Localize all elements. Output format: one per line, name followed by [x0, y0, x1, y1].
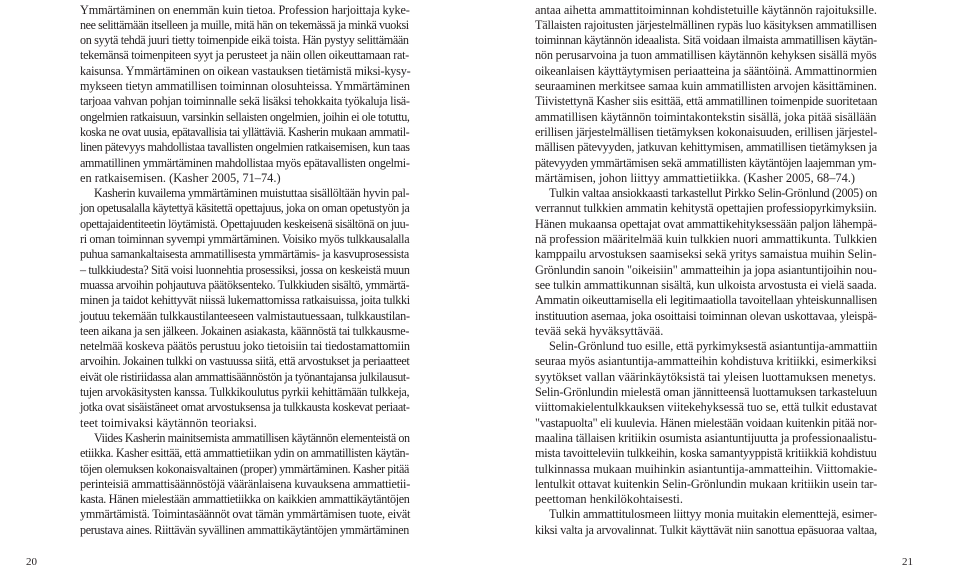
text-line: syytökset vallan väärinkäytöksistä tai yleisen luottamuksen menetys. [535, 369, 877, 384]
text-line: on syytä tehdä juuri tietty toimenpide eikä toista. Hän pystyy selittämään [80, 33, 409, 48]
text-line: antaa aihetta ammattitoiminnan kohdistetuille käytännön rajoituksille. [535, 2, 877, 17]
text-line: Tiivistettynä Kasher siis esittää, että ammatillinen toimenpide suoritetaan [535, 94, 878, 109]
text-line: minen ja taidot kehittyvät niissä lukemattomissa ratkaisuissa, joita tulkki [80, 293, 410, 308]
text-line: jotka ovat sisäistäneet omat arvostuksensa ja tulkkausta koskevat periaat- [80, 400, 410, 415]
text-line: linen pätevyys mahdollistaa tavallisten ongelmien ratkaisemisen, kun taas [80, 140, 410, 155]
text-line: Hänen mukaansa opettajat ovat ammattikehityksessään paljon lähempä- [535, 216, 877, 231]
text-line: see tulkin ammattikunnan sisältä, kun ulkoista arvostusta ei vielä saada. [535, 277, 877, 292]
text-line: tevää sekä hyväksyttävää. [535, 323, 664, 338]
text-line: teen aikana ja sen jälkeen. Jokainen asiakasta, käännöstä tai tulkkausme- [80, 323, 410, 338]
text-line: maalina tällaisen kritiikin osumista asiantuntijuutta ja professionaalistu- [535, 430, 877, 445]
text-line: viittomakielentulkkauksen viitekehyksessä tuo se, että tulkit edustavat [535, 400, 878, 415]
text-line: – tulkkiudesta? Sitä voisi luonnehtia prosessiksi, jossa on keskeistä muun [80, 262, 410, 277]
text-line: tujen arvokäsitysten kanssa. Tulkkikoulutus pyrkii kehittämään tulkkeja, [80, 385, 410, 399]
text-line: netelmää koskeva päätös perustuu joko tietoisiin tai tiedostamattomiin [80, 339, 410, 354]
text-line: jon opetusalalla käytettyä käsitettä opettajuus, joka on oman opetustyön ja [80, 201, 410, 216]
right-page-number: 21 [902, 556, 913, 568]
text-line: instituution asemaa, joka osoittaisi toiminnan olevan uskottavaa, yleispä- [535, 308, 877, 323]
text-line: ongelmien ratkaisuun, varsinkin sellaisten ongelmien, joihin ei ole totuttu, [80, 109, 410, 124]
text-line: opettajaidentiteetin löytämistä. Opettajuuden keskeisenä sisältönä on juu- [80, 216, 409, 231]
text-line: verrannut tulkkien ammatin kehitystä opettajien professiopyrkimyksiin. [535, 201, 877, 216]
text-line: Kasherin kuvailema ymmärtäminen muistuttaa sisällöltään hyvin pal- [94, 186, 410, 201]
text-line: mällisen pätevyyden, jatkuvan kehittymisen, ammatillisen tietämyksen ja [535, 140, 877, 155]
text-line: tarjoaa vahvan pohjan toiminnalle sekä lisäksi tehokkaita työkaluja lisä- [80, 94, 410, 109]
text-line: nä profession määritelmää kuin tulkkien nuori ammattikunta. Tulkkien [535, 232, 877, 246]
text-line: perustava aines. Riittävän syvällinen ammattikäytäntöjen ymmärtäminen [80, 522, 409, 537]
text-line: puhua samankaltaisesta ammatillisesta ymmärtämis- ja kasvuprosessista [80, 247, 409, 262]
text-line: oikeanlaisen käyttäytymisen periaatteina ja sääntöinä. Ammattinormien [535, 63, 877, 78]
text-line: kasta. Hänen mielestään ammattietiikka on kaikkien ammattikäytäntöjen [80, 492, 410, 507]
text-line: nee selittämään itselleen ja muille, mitä hän on tekemässä ja minkä vuoksi [80, 17, 409, 32]
text-line: Selin-Grönlundin mielestä oman jännitteensä luottamuksen tarkasteluun [535, 385, 878, 399]
text-line: erillisen järjestelmällisen tietämyksen kokonaisuuden, erillisen järjestel- [535, 124, 878, 139]
text-line: eivät ole ristiriidassa alan ammattisäännöstön ja työnantajansa julkilausut- [80, 369, 410, 384]
text-line: peettoman henkilökohtaisesti. [535, 492, 683, 507]
text-line: Selin-Grönlund tuo esille, että pyrkimyksestä asiantuntija-ammattiin [549, 339, 878, 354]
text-line: Ymmärtäminen on enemmän kuin tietoa. Profession harjoittaja kyke- [80, 2, 410, 17]
left-page-number: 20 [26, 556, 37, 568]
text-line: muassa arvoihin pohjautuva päätöksenteko. Tulkkiuden sisältö, ymmärtä- [80, 277, 410, 292]
text-line: teet toimivaksi käytännön teoriaksi. [80, 415, 257, 430]
text-line: mykseen tietyn ammatillisen toiminnan olosuhteissa. Ymmärtäminen [80, 79, 410, 93]
text-line: Ammatin oikeuttamisella eli legitimaatiolla tavoitellaan yhteiskunnallisen [535, 293, 877, 308]
text-line: ammatillinen ymmärtäminen mahdollistaa myös epätavallisten ongelmi- [80, 155, 410, 170]
text-line: ammatillisen käytännön toimintakontekstin sisällä, joka pitää sisällään [535, 109, 877, 124]
text-line: pätevyyden ymmärtämisen sekä ammatillisten käytäntöjen laajemman ym- [535, 155, 877, 170]
text-line: Tulkin valtaa ansiokkaasti tarkastellut Pirkko Selin-Grönlund (2005) on [549, 186, 878, 201]
text-line: toiminnan käytännön ideaalista. Sitä voidaan ilmaista ammatillisen käytän- [535, 33, 877, 48]
text-line: ri oman toiminnan syvempi ymmärtäminen. Voisiko myös tulkkausalalla [80, 232, 410, 246]
text-line: Tällaisten rajoitusten järjestelmällinen rypäs luo käsityksen ammatillisen [535, 17, 877, 32]
text-line: tulkinnassa mukaan muihinkin asiantuntija-ammatteihin. Viittomakie- [535, 461, 878, 476]
text-line: nön perusarvoina ja tuon ammatillisen käytännön kehyksen sisällä myös [535, 48, 877, 63]
text-line: Viides Kasherin mainitsemista ammatillisen käytännön elementeistä on [94, 430, 410, 445]
text-line: koska ne ovat uusia, epätavallisia tai yllättäviä. Kasherin mukaan ammatil- [80, 124, 410, 139]
text-line: en ratkaisemisen. (Kasher 2005, 71–74.) [80, 170, 281, 185]
text-line: seuraaminen merkitsee samaa kuin ammatillisten arvojen käsittäminen. [535, 79, 877, 93]
text-line: seuraa myös asiantuntija-ammatteihin kohdistuva kritiikki, esimerkiksi [535, 354, 877, 369]
text-line: Grönlundin sanoin "oikeisiin" ammatteihin ja jopa asiantuntijoihin nou- [535, 262, 877, 277]
text-line: perinteisiä ammattisäännöstöjä vääränlaisena kuvauksena ammattietii- [80, 476, 411, 491]
text-line: joutuu tekemään tulkkaustilanteeseen valmistautuessaan, tulkkaustilan- [80, 308, 410, 323]
text-line: "vastapuolta" eli kuulevia. Hänen mielestään voidaan kuitenkin pitää nor- [535, 415, 877, 430]
text-line: Tulkin ammattitulosmeen liittyy monia muitakin elementtejä, esimer- [549, 507, 878, 522]
text-line: mista tavoitteleviin tulkkeihin, koska samantyyppistä kritiikkiä kohdistuu [535, 446, 877, 461]
text-line: töjen olemuksen kokonaisvaltainen (proper) ymmärtäminen. Kasher pitää [80, 461, 409, 476]
text-line: lentulkit ottavat kuitenkin Selin-Grönlundin mukaan kritiikin usein tar- [535, 476, 878, 491]
text-line: kaisunsa. Ymmärtäminen on oikean vastauksen tietämistä miksi-kysy- [80, 63, 411, 78]
text-line: märtämisen, johon liittyy ammattietiikka. (Kasher 2005, 68–74.) [535, 170, 856, 185]
text-line: ymmärtämistä. Toimintasäännöt ovat tämän ymmärtämisen tuote, eivät [80, 507, 411, 522]
text-line: kamppailu arvostuksen saamiseksi sekä yritys samaistua muihin Selin- [535, 247, 877, 262]
text-line: kiksi valta ja arvovalinnat. Tulkit käyttävät niin sanottua epäsuoraa valtaa, [535, 522, 877, 537]
text-line: arvoihin. Jokainen tulkki on vastuussa siitä, että arvostukset ja periaatteet [80, 354, 410, 369]
text-line: tekemänsä toimenpiteen syyt ja perusteet ja näin ollen oikeuttamaan rat- [80, 48, 409, 63]
text-line: etiikka. Kasher esittää, että ammattietiikan ydin on ammatillisten käytän- [80, 446, 409, 461]
